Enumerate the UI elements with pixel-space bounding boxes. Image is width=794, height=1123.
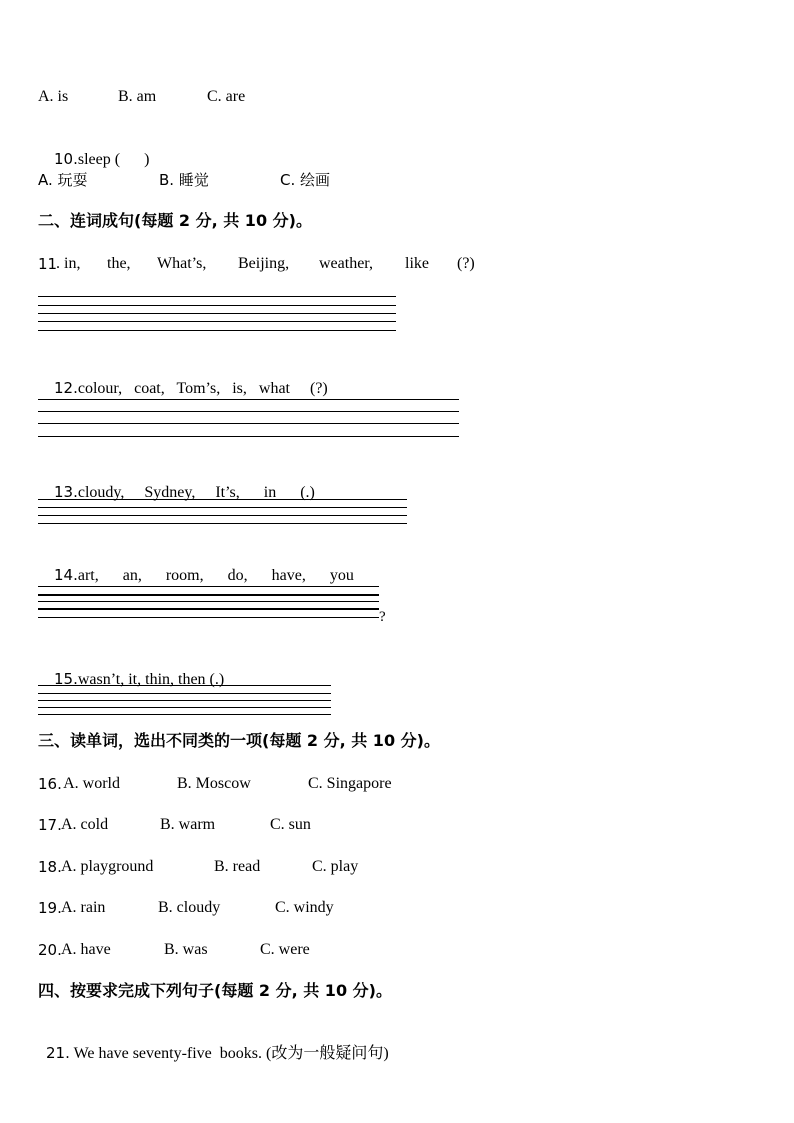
q10-number: 10. — [54, 150, 78, 168]
q9-option-a: A. is — [38, 88, 69, 105]
answer-line — [38, 305, 396, 306]
q14-words: art, an, room, do, have, you — [77, 567, 354, 584]
q17-option-a: A. cold — [61, 816, 109, 833]
q14-number: 14. — [54, 566, 78, 584]
answer-line — [38, 693, 331, 694]
q13-words: cloudy, Sydney, It’s, in (.) — [77, 484, 315, 501]
answer-line — [38, 523, 407, 524]
answer-line — [38, 601, 379, 602]
answer-line — [38, 617, 379, 618]
q10-option-a: A. 玩耍 — [38, 171, 88, 189]
answer-line — [38, 700, 331, 701]
q18-option-b: B. read — [214, 858, 261, 875]
q20-option-b: B. was — [164, 941, 208, 958]
q19-option-b: B. cloudy — [158, 899, 221, 916]
q10-option-b: B. 睡觉 — [159, 171, 209, 189]
q18-option-c: C. play — [312, 858, 359, 875]
q16-option-a: A. world — [60, 775, 120, 792]
q14-line — [38, 545, 354, 606]
section-3-title: 三、读单词，选出不同类的一项(每题 2 分, 共 10 分)。 — [38, 731, 440, 750]
q9-option-c: C. are — [207, 88, 246, 105]
q11-word: the, — [107, 255, 131, 272]
q18-option-a: A. playground — [61, 858, 154, 875]
answer-line — [38, 499, 407, 500]
q20-number: 20. — [38, 941, 62, 959]
section-2-title: 二、连词成句(每题 2 分, 共 10 分)。 — [38, 211, 312, 230]
q10-option-c: C. 绘画 — [280, 171, 331, 189]
answer-line — [38, 515, 407, 516]
q9-option-b: B. am — [118, 88, 157, 105]
q11-word: like — [405, 255, 429, 272]
answer-line — [38, 707, 331, 708]
answer-line — [38, 714, 331, 715]
q12-line — [38, 358, 328, 419]
answer-line — [38, 321, 396, 322]
answer-line — [38, 685, 331, 686]
answer-line — [38, 507, 407, 508]
answer-line — [38, 313, 396, 314]
answer-line — [38, 296, 396, 297]
q19-option-a: A. rain — [61, 899, 106, 916]
q16-option-c: C. Singapore — [308, 775, 392, 792]
q11-word: Beijing, — [238, 255, 290, 272]
q17-option-c: C. sun — [270, 816, 311, 833]
q13-number: 13. — [54, 483, 78, 501]
answer-line — [38, 436, 459, 437]
q10-stem: sleep ( ) — [77, 151, 150, 168]
answer-line — [38, 586, 379, 587]
q13-line — [38, 462, 315, 523]
q14-question-mark: ? — [379, 609, 386, 625]
q11-word: (?) — [457, 255, 475, 272]
q12-words: colour, coat, Tom’s, is, what (?) — [77, 380, 328, 397]
answer-line — [38, 399, 459, 400]
question-21 — [38, 1023, 389, 1064]
q16-number: 16. — [38, 775, 62, 793]
q11-word: weather, — [319, 255, 373, 272]
q15-number: 15. — [54, 670, 78, 688]
q16-option-b: B. Moscow — [177, 775, 251, 792]
q17-number: 17. — [38, 816, 62, 834]
q21-text: We have seventy-five books. (改为一般疑问句) — [69, 1045, 389, 1062]
q11-number: 11 — [38, 255, 58, 273]
q20-option-c: C. were — [260, 941, 310, 958]
answer-line — [38, 411, 459, 412]
q11-word: What’s, — [157, 255, 207, 272]
answer-line — [38, 423, 459, 424]
section-4-title: 四、按要求完成下列句子(每题 2 分, 共 10 分)。 — [38, 981, 392, 1000]
q11-word: . in, — [56, 255, 81, 272]
answer-line — [38, 330, 396, 331]
q18-number: 18. — [38, 858, 62, 876]
answer-line — [38, 608, 379, 610]
q20-option-a: A. have — [61, 941, 111, 958]
q21-number: 21. — [46, 1044, 70, 1062]
q15-words: wasn’t, it, thin, then (.) — [77, 671, 225, 688]
answer-line — [38, 594, 379, 596]
q19-option-c: C. windy — [275, 899, 334, 916]
q17-option-b: B. warm — [160, 816, 216, 833]
q12-number: 12. — [54, 379, 78, 397]
q19-number: 19. — [38, 899, 62, 917]
